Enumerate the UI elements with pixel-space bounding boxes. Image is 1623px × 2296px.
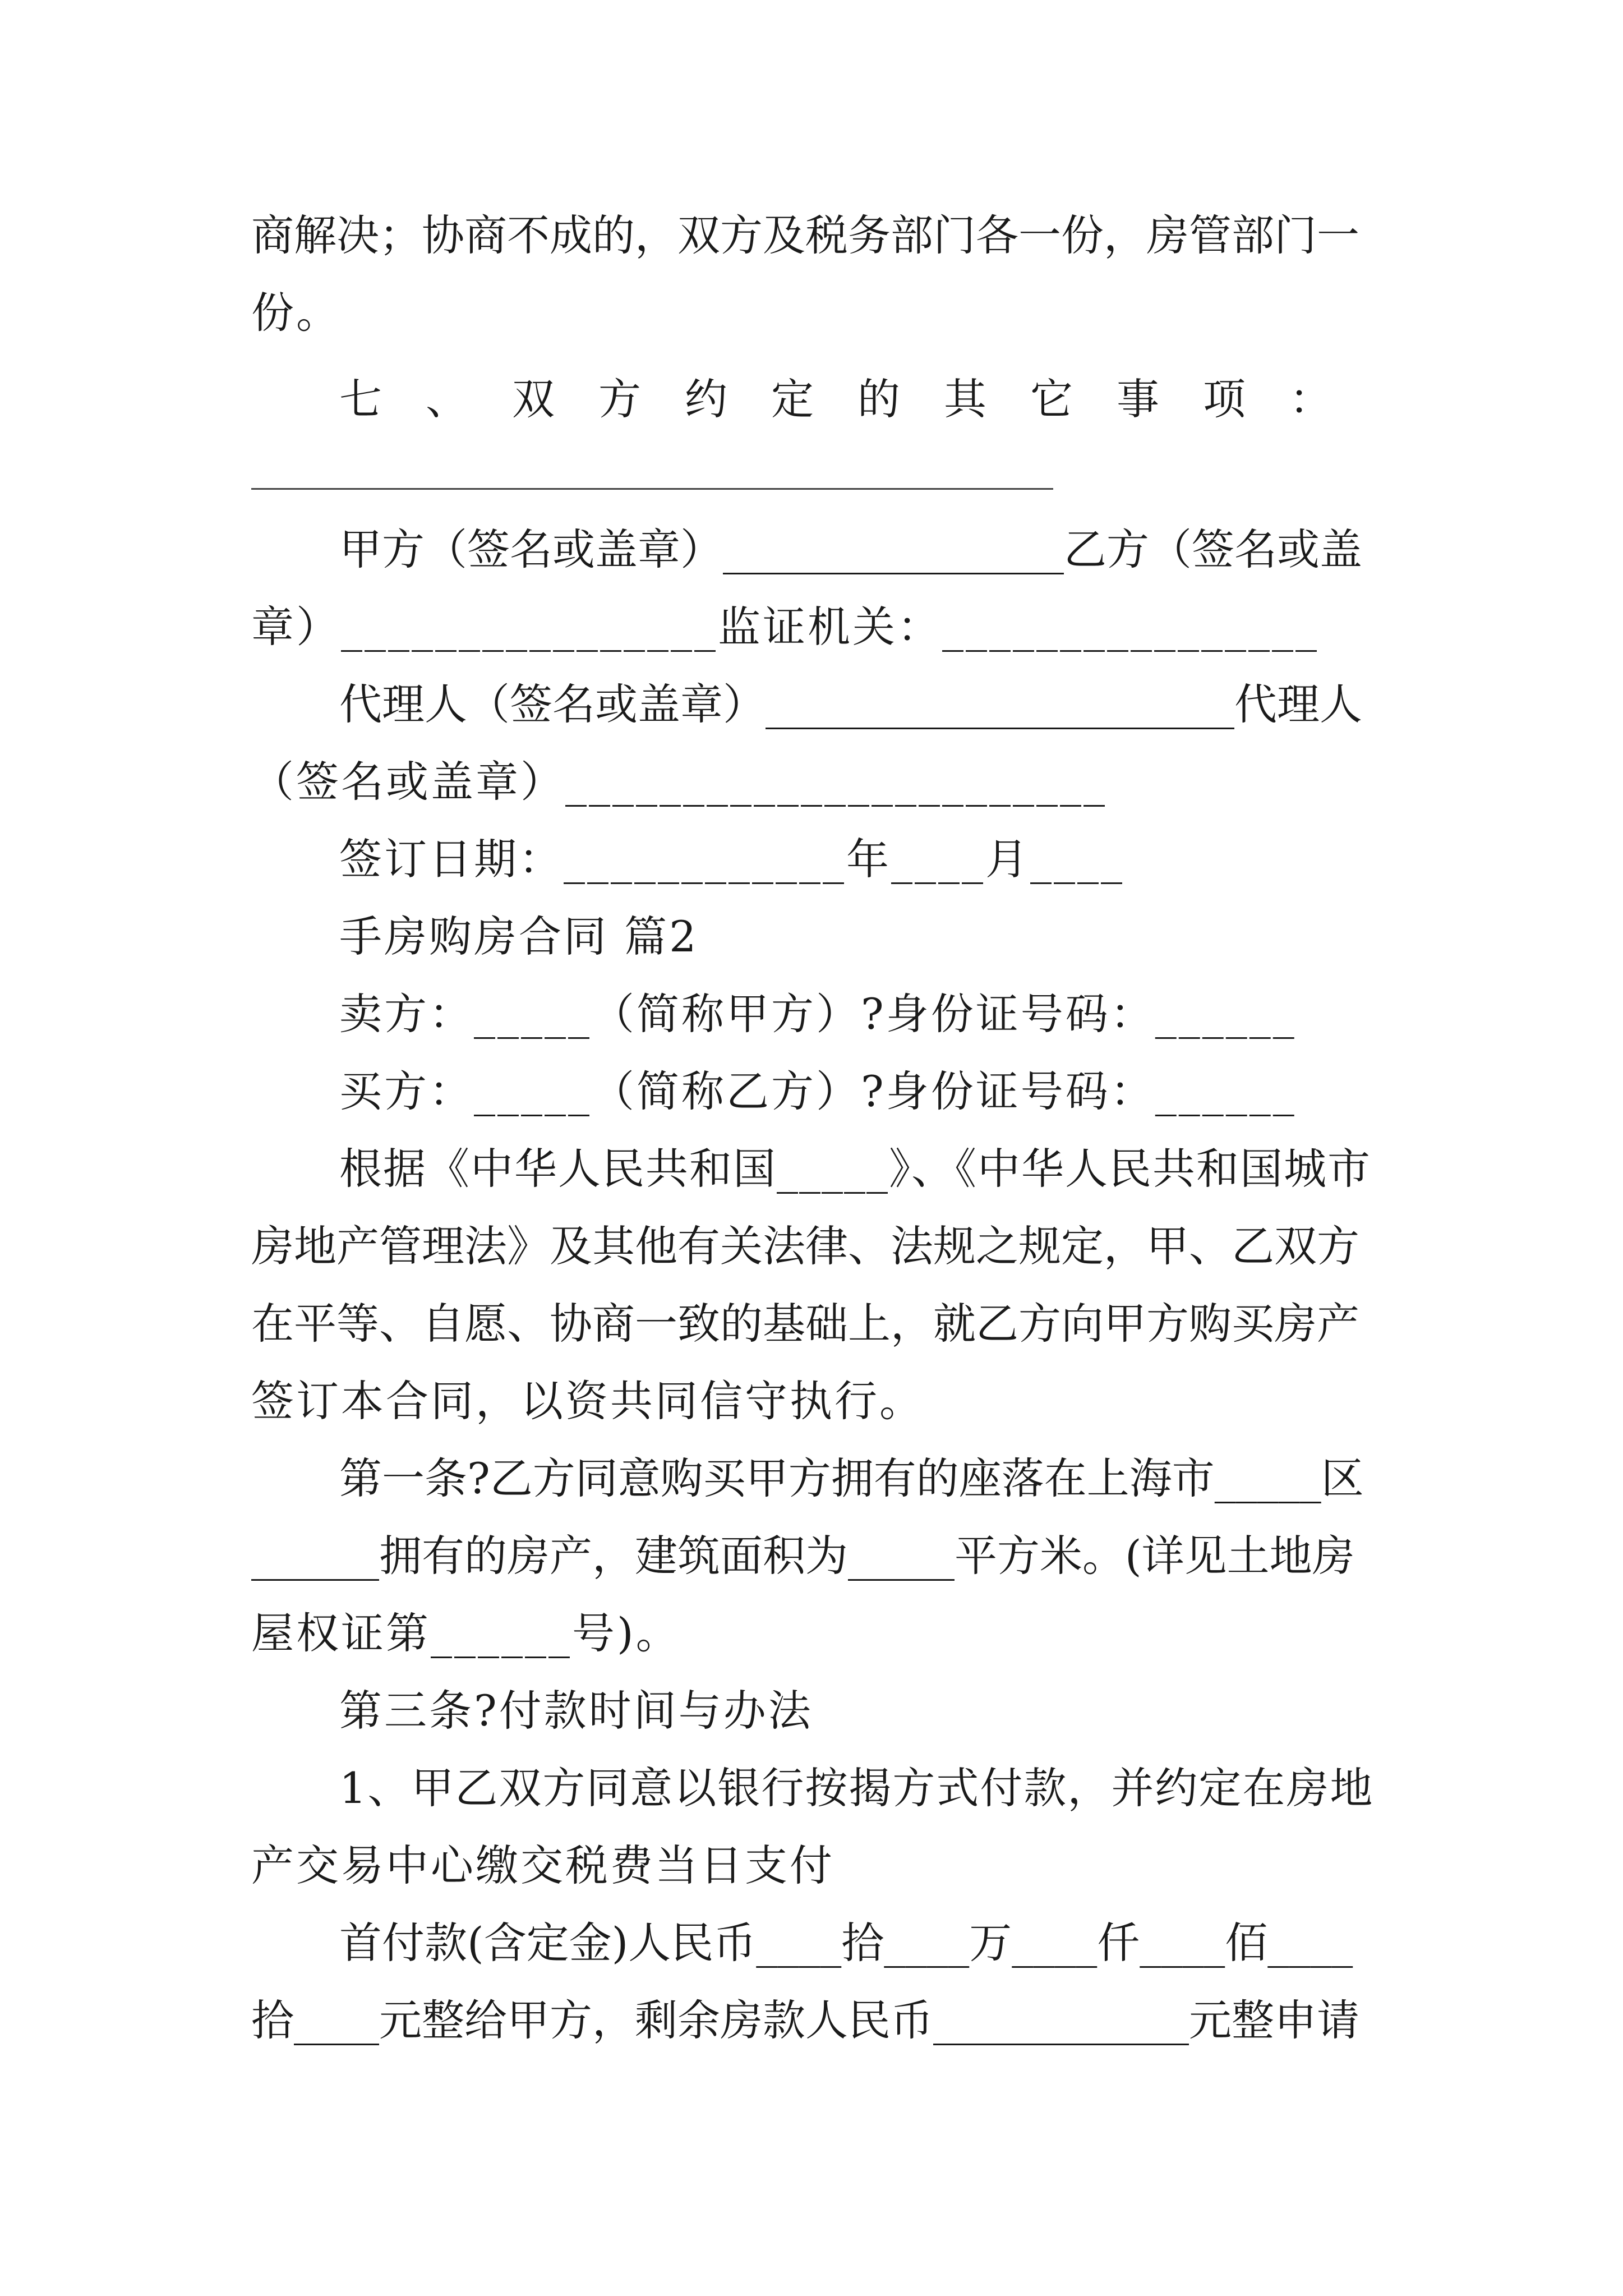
paragraph-line bbox=[251, 1528, 1378, 1584]
signature-line-agent-b bbox=[251, 754, 1378, 810]
text-line: 份。 bbox=[251, 288, 341, 338]
text-line: 甲方（签名或盖章）________________乙方（签名或盖 bbox=[339, 524, 1362, 574]
paragraph-line bbox=[251, 208, 1378, 264]
paragraph-line bbox=[251, 1838, 1378, 1894]
section-heading: 七、双方约定的其它事项： bbox=[339, 374, 1376, 424]
article-one-line bbox=[339, 1451, 1378, 1507]
text-line: 在平等、自愿、协商一致的基础上，就乙方向甲方购买房产 bbox=[251, 1299, 1359, 1349]
text-line: ______拥有的房产，建筑面积为_____平方米。(详见土地房 bbox=[251, 1531, 1355, 1581]
text-line: 屋权证第______号)。 bbox=[251, 1608, 681, 1658]
text-line: 第三条?付款时间与办法 bbox=[339, 1686, 813, 1736]
text-line: 第一条?乙方同意购买甲方拥有的座落在上海市_____区 bbox=[339, 1453, 1364, 1503]
text-line: （签名或盖章）_______________________ bbox=[251, 757, 1107, 807]
text-line: 章）________________监证机关：________________ bbox=[251, 602, 1319, 652]
signature-line-agent-a bbox=[339, 677, 1378, 733]
paragraph-line bbox=[251, 1218, 1378, 1274]
paragraph-line bbox=[339, 1141, 1378, 1197]
text-line: 卖方：_____（简称甲方）?身份证号码：______ bbox=[339, 989, 1297, 1039]
blank-fill-line bbox=[251, 488, 1053, 490]
text-line: 商解决；协商不成的，双方及税务部门各一份，房管部门一 bbox=[251, 210, 1359, 260]
signing-date-line bbox=[339, 831, 1378, 887]
payment-line bbox=[339, 1915, 1378, 1971]
text-line: 手房购房合同 篇2 bbox=[339, 912, 699, 961]
section-heading-other-matters bbox=[339, 371, 1378, 427]
paragraph-line bbox=[251, 1296, 1378, 1352]
buyer-line bbox=[339, 1064, 1378, 1120]
paragraph-line bbox=[251, 1605, 1378, 1662]
seller-line bbox=[339, 986, 1378, 1042]
text-line: 首付款(含定金)人民币____拾____万____仟____佰____ bbox=[339, 1918, 1353, 1968]
signature-line-party-b bbox=[251, 599, 1378, 655]
paragraph-line bbox=[251, 285, 1378, 341]
paragraph-line bbox=[339, 1760, 1378, 1816]
text-line: 1、甲乙双方同意以银行按揭方式付款，并约定在房地 bbox=[339, 1763, 1374, 1813]
text-line: 拾____元整给甲方，剩余房款人民币____________元整申请 bbox=[251, 1995, 1359, 2045]
text-line: 买方：_____（简称乙方）?身份证号码：______ bbox=[339, 1066, 1297, 1116]
payment-line bbox=[251, 1993, 1378, 2049]
signature-line-party-a bbox=[339, 522, 1378, 578]
article-three-heading bbox=[339, 1683, 1378, 1739]
text-line: 根据《中华人民共和国_____》、《中华人民共和国城市 bbox=[339, 1144, 1371, 1194]
text-line: 代理人（签名或盖章）______________________代理人 bbox=[339, 679, 1362, 729]
text-line: 签订日期：____________年____月____ bbox=[339, 834, 1124, 884]
text-line: 签订本合同，以资共同信守执行。 bbox=[251, 1376, 924, 1426]
text-line: 产交易中心缴交税费当日支付 bbox=[251, 1841, 834, 1890]
paragraph-line bbox=[251, 1373, 1378, 1429]
contract-title bbox=[339, 909, 1378, 965]
text-line: 房地产管理法》及其他有关法律、法规之规定，甲、乙双方 bbox=[251, 1221, 1359, 1271]
